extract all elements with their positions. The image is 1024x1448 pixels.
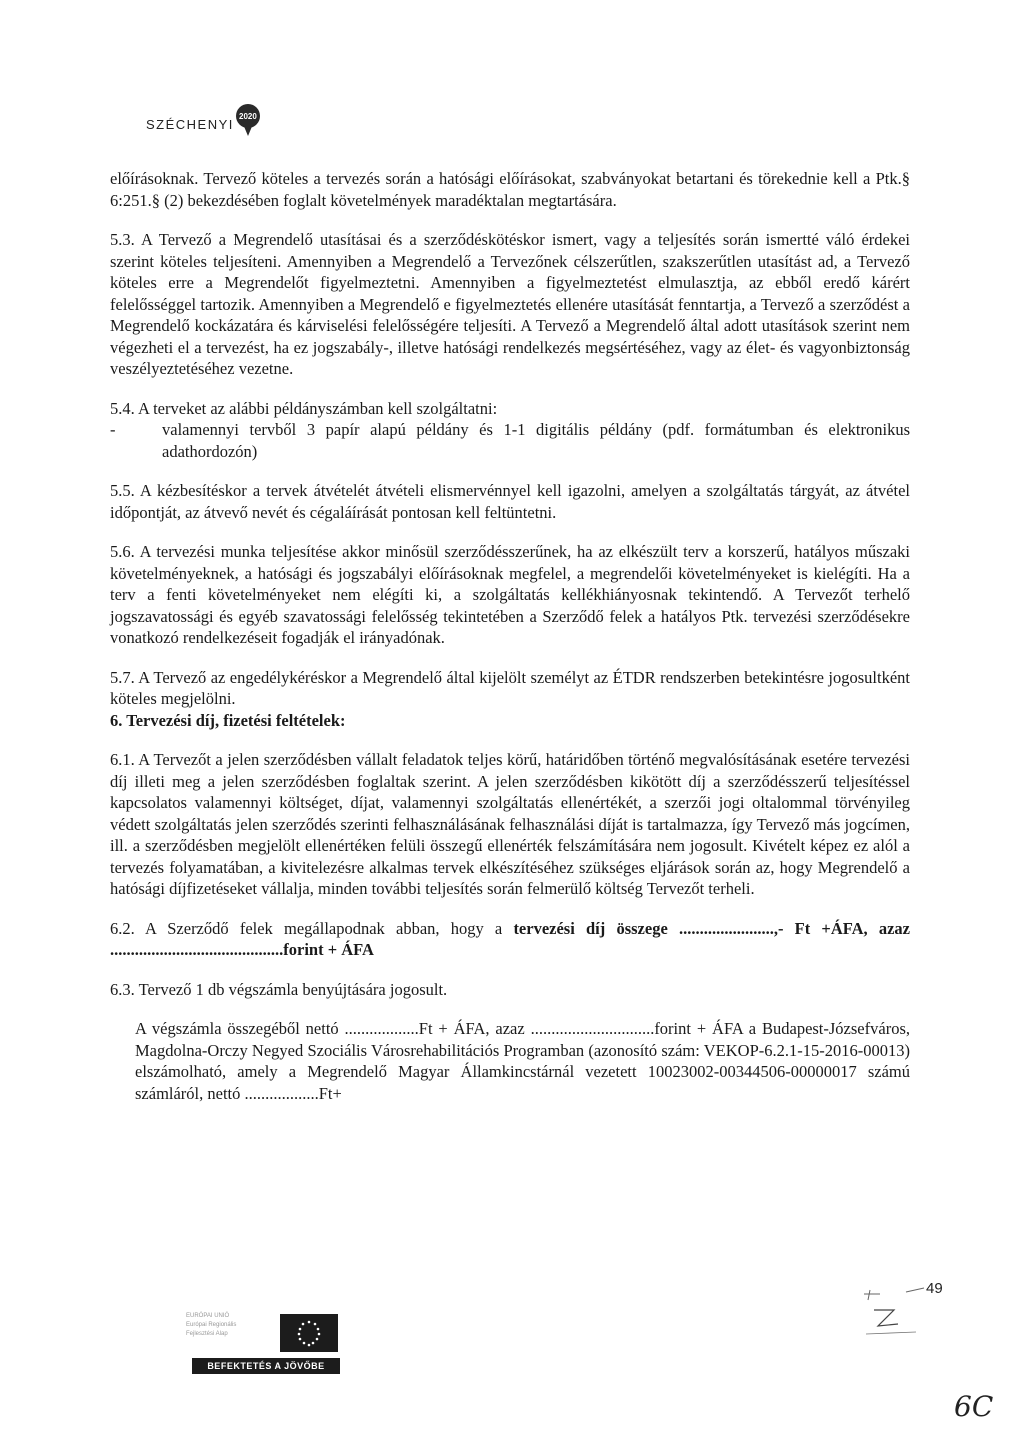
eu-banner: BEFEKTETÉS A JÖVŐBE	[192, 1358, 340, 1374]
paragraph-6-1: 6.1. A Tervezőt a jelen szerződésben vállalt feladatok teljes körű, határidőben történő megvalósításának esetére tervezési díj illeti meg a jelen szerződésben foglaltak szerint. A jelen szerződésben kikötött díj a szerződésszerű teljesítéssel kapcsolatos valamennyi költséget, díjat, valamennyi szolgáltatás ellenértékét, a szerzői jogi oltalommal törvényileg védett szolgáltatás jelen szerződés szerinti felhasználásának felhasználási díját is tartalmazza, így Tervező más jogcímen, ill. a szerződésben megjelölt ellenértéken felüli összegű ellenérték felszámítására nem jogosult. Kivételt képez ez alól a tervezés folyamatában, a kivitelezésre alkalmas tervek elkészítéséhez szükséges eljárások során az, hogy Megrendelő a hatósági díjfizetéseket vállalja, minden további teljesítés során felmerülő költség Tervezőt terheli.	[110, 750, 910, 898]
szechenyi-logo	[146, 104, 264, 144]
paragraph-6-3: 6.3. Tervező 1 db végszámla benyújtására jogosult.	[110, 979, 448, 999]
paragraph-6-3-detail: A végszámla összegéből nettó ..................Ft + ÁFA, azaz ..............................forint + ÁFA a Budapest-Józsefváros, Magdolna-Orczy Negyed Szociális Városrehabilitációs Programban (azonosító szám: VEKOP-6.2.1-15-2016-00013) elszámolható, amely a Megrendelő Magyar Államkincstárnál vezetett 10023002-00344506-00000017 számú számláról, nettó ..................Ft+	[135, 1019, 910, 1103]
paragraph-6-2-text: 6.2. A Szerződő felek megállapodnak abban, hogy a	[110, 918, 514, 938]
bullet-dash: -	[110, 420, 116, 439]
paragraph-5-3: 5.3. A Tervező a Megrendelő utasításai és a szerződéskötéskor ismert, vagy a teljesítés során ismertté váló érdekei szerint köteles teljesíteni. Amennyiben a Megrendelő a Tervezőnek célszerűtlen, szakszerűtlen utasítást ad, a Tervező köteles erre a Megrendelőt figyelmeztetni. Amennyiben a figyelmeztetést elmulasztja, az ebből eredő kárért felelősséggel tartozik. Amennyiben a Megrendelő e figyelmeztetés ellenére utasítását fenntartja, a Tervező a szerződést a Megrendelő kockázatára és kárviselési felelősségére teljesíti. A Tervező a Megrendelő által adott utasítások szerint nem végezheti el a tervezést, ha ez jogszabály-, illetve hatósági rendelkezés megsértéséhez, vagy az élet- és vagyonbiztonság veszélyeztetéséhez vezetne.	[110, 230, 910, 378]
paragraph-5-4: 5.4. A terveket az alábbi példányszámban kell szolgáltatni:	[110, 398, 498, 418]
paragraph-5-5: 5.5. A kézbesítéskor a tervek átvételét átvételi elismervénnyel kell igazolni, amelyen a szolgáltatás tárgyát, az átvétel időpontját, az átvevő nevét és cégaláírását pontosan kell feltüntetni.	[110, 481, 910, 522]
paragraph-5-7: 5.7. A Tervező az engedélykéréskor a Megrendelő által kijelölt személyt az ÉTDR rendszerben betekintésre jogosultként köteles megjelölni.	[110, 667, 910, 708]
eu-flag-icon	[280, 1314, 338, 1352]
logo-text: SZÉCHENYI	[146, 116, 234, 132]
paragraph-5-6: 5.6. A tervezési munka teljesítése akkor minősül szerződésszerűnek, ha az elkészült terv a korszerű, hatályos műszaki követelményeknek, a hatósági és jogszabályi előírásoknak megfelel, a megrendelői követelményeket is kielégíti. Ha a terv a fenti követelményeket nem elégíti ki, a szolgáltatás kellékhiányosnak tekintendő. A Tervezőt terhelő jogszavatossági és egyéb szavatossági felelősség tekintetében a Szerződő felek a hatályos Ptk. tervezési szerződésekre vonatkozó rendelkezéseit fogadják el irányadónak.	[110, 542, 910, 647]
document-body	[110, 168, 910, 1104]
paragraph-6-2	[110, 918, 910, 961]
paragraph-intro: előírásoknak. Tervező köteles a tervezés során a hatósági előírásokat, szabványokat betartani és törekednie kell a Ptk.§ 6:251.§ (2) bekezdésében foglalt követelmények maradéktalan megtartására.	[110, 169, 910, 210]
page-number: 49	[926, 1280, 943, 1297]
fee-amount-line: tervezési díj összege .......................,- Ft +ÁFA, azaz ..........................................forint + ÁFA	[110, 918, 910, 959]
eu-funding-logo	[186, 1312, 356, 1378]
logo-badge: 2020	[236, 104, 260, 128]
logo-pin-icon	[236, 104, 264, 144]
eu-text: EURÓPAI UNIÓ Európai Regionális Fejlesztési Alap	[186, 1313, 237, 1337]
section-heading-6: 6. Tervezési díj, fizetési feltételek:	[110, 710, 346, 730]
handwritten-note: 6C	[954, 1390, 994, 1423]
bullet-text: valamennyi tervből 3 papír alapú példány és 1-1 digitális példány (pdf. formátumban és elektronikus adathordozón)	[162, 420, 910, 461]
signature-icon	[846, 1286, 936, 1342]
list-item	[110, 419, 910, 462]
